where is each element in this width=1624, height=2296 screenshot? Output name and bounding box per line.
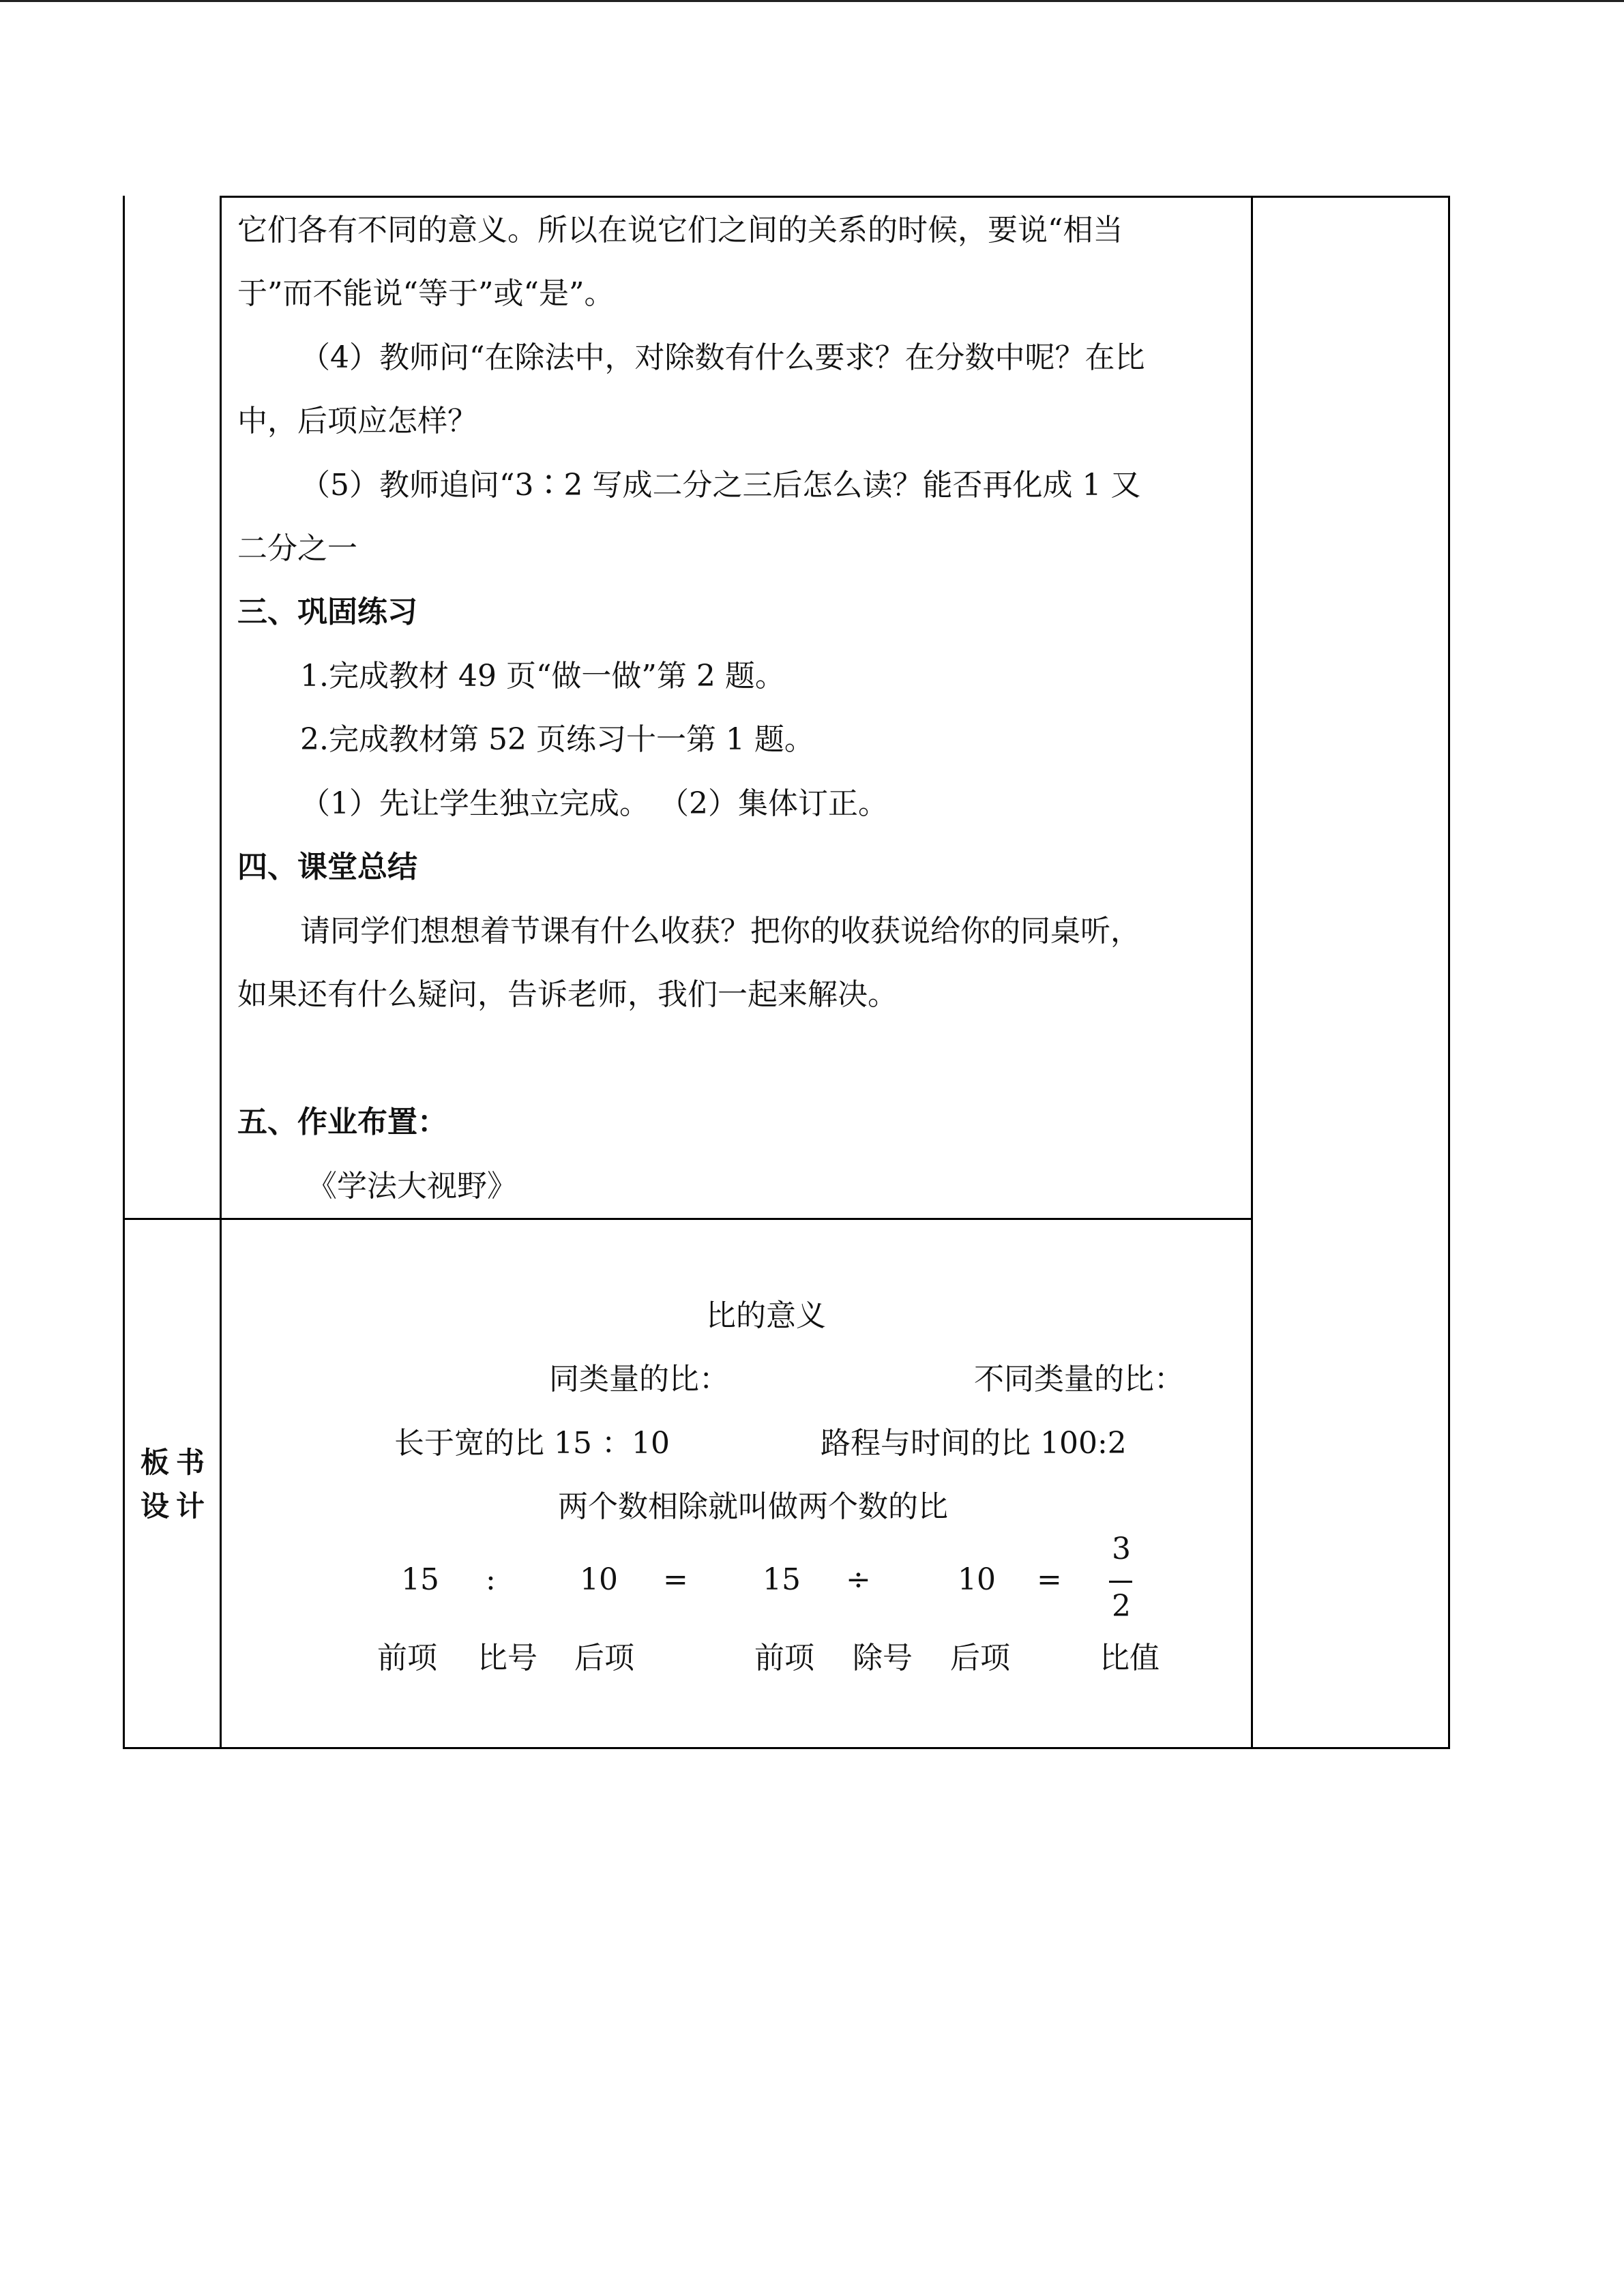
section-3-item-1: 1.完成教材 49 页“做一做”第 2 题。	[300, 659, 785, 694]
section-3-item-3: （1）先让学生独立完成。 （2）集体订正。	[300, 786, 888, 821]
equation-equals-1: =	[663, 1562, 688, 1597]
section-4-line-2: 如果还有什么疑问，告诉老师，我们一起来解决。	[237, 977, 898, 1012]
ratio-definition: 两个数相除就叫做两个数的比	[558, 1489, 948, 1524]
table-top-border-main	[220, 196, 1450, 198]
diff-kind-ratio-label: 不同类量的比：	[974, 1362, 1184, 1397]
term-label-back-2: 后项	[950, 1641, 1010, 1675]
table-col-divider-2	[1251, 196, 1253, 1749]
term-label-division-sign: 除号	[853, 1641, 913, 1675]
lesson-line-1: 它们各有不同的意义。所以在说它们之间的关系的时候，要说“相当	[237, 213, 1123, 248]
board-label-line-1: 板书	[141, 1446, 212, 1479]
lesson-line-6: 二分之一	[237, 531, 357, 566]
equation-term-c: 15	[763, 1562, 801, 1597]
term-label-ratio-value: 比值	[1099, 1641, 1160, 1675]
same-kind-example: 长于宽的比 15 ：10	[394, 1426, 670, 1461]
lesson-line-2: 于”而不能说“等于”或“是”。	[237, 276, 615, 311]
table-col-divider-1	[220, 196, 222, 1749]
diff-kind-example: 路程与时间的比 100:2	[821, 1426, 1127, 1461]
fraction-denominator: 2	[1112, 1589, 1131, 1624]
equation-equals-2: =	[1037, 1562, 1062, 1597]
lesson-line-3: （4）教师问“在除法中，对除数有什么要求？在分数中呢？在比	[300, 340, 1145, 375]
section-5-item-1: 《学法大视野》	[307, 1169, 517, 1204]
term-label-front-2: 前项	[754, 1641, 814, 1675]
section-4-line-1: 请同学们想想着节课有什么收获？把你的收获说给你的同桌听，	[300, 914, 1140, 949]
lesson-line-4: 中，后项应怎样？	[237, 404, 477, 438]
board-label-line-2: 设计	[141, 1489, 212, 1523]
section-4-heading: 四、课堂总结	[237, 850, 417, 884]
equation-term-a: 15	[401, 1562, 439, 1597]
equation-term-d: 10	[958, 1562, 996, 1597]
section-3-item-2: 2.完成教材第 52 页练习十一第 1 题。	[300, 722, 814, 757]
same-kind-ratio-label: 同类量的比：	[549, 1362, 729, 1397]
term-label-front-1: 前项	[377, 1641, 437, 1675]
term-label-back-1: 后项	[574, 1641, 634, 1675]
page-top-rule	[0, 0, 1624, 2]
table-left-border	[123, 196, 125, 1749]
fraction-bar	[1109, 1581, 1132, 1583]
lesson-line-5: （5）教师追问“3∶2 写成二分之三后怎么读？能否再化成 1 又	[300, 468, 1141, 503]
equation-term-b: 10	[580, 1562, 618, 1597]
section-5-heading: 五、作业布置：	[237, 1105, 447, 1139]
term-label-ratio-sign: 比号	[477, 1641, 537, 1675]
equation-colon: :	[486, 1562, 496, 1597]
board-title: 比的意义	[706, 1298, 826, 1333]
table-bottom-border	[123, 1747, 1450, 1749]
table-row-divider	[123, 1218, 1253, 1220]
fraction-numerator: 3	[1112, 1532, 1131, 1566]
section-3-heading: 三、巩固练习	[237, 595, 417, 629]
equation-division-sign: ÷	[846, 1562, 871, 1597]
table-right-border	[1448, 196, 1450, 1749]
